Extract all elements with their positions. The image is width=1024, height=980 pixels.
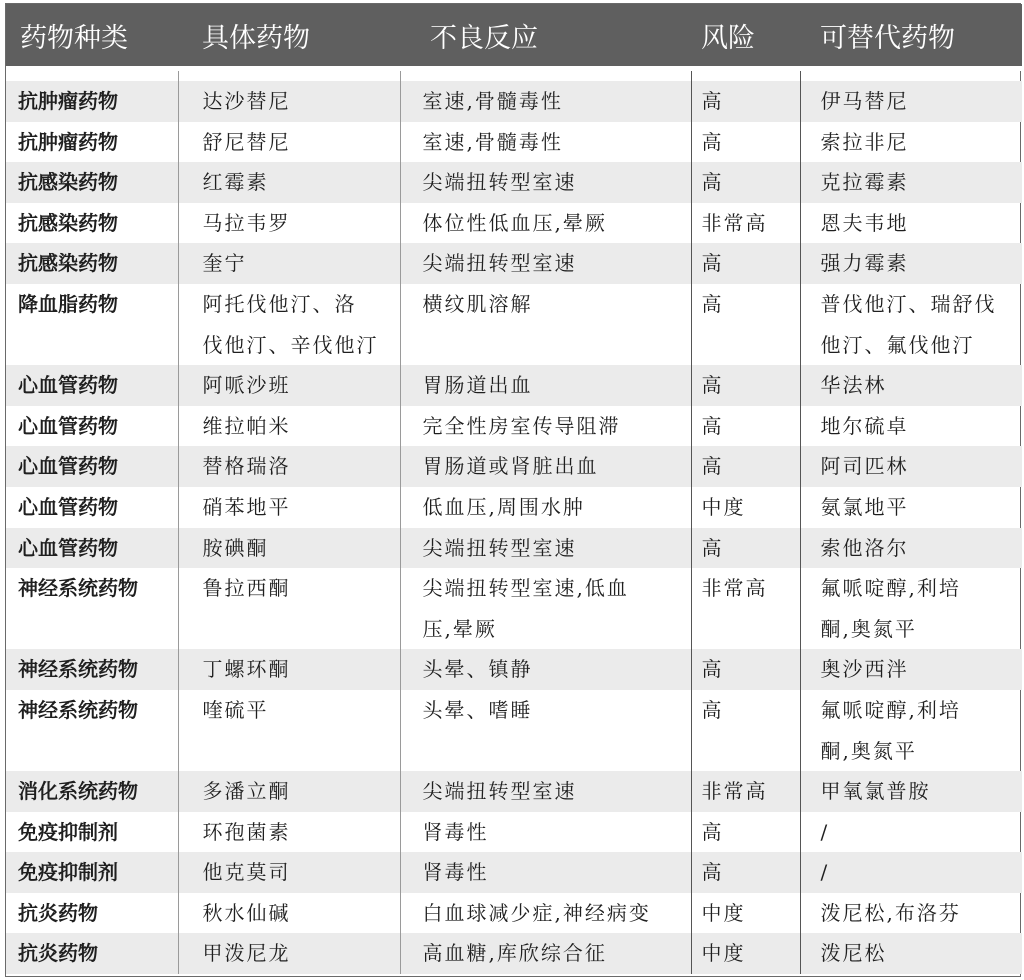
specific-drug-cell: 红霉素 [178, 162, 400, 203]
table-row [6, 609, 1022, 650]
header-risk: 风险 [691, 4, 800, 69]
specific-drug-cell: 甲泼尼龙 [178, 933, 400, 974]
table-row [6, 284, 1022, 325]
table-row [6, 365, 1022, 406]
table-row [6, 649, 1022, 690]
adverse-reaction-cell: 横纹肌溶解 [400, 284, 691, 325]
drug-category-cell [6, 325, 178, 366]
specific-drug-cell [178, 609, 400, 650]
alternative-drug-cell: 氟哌啶醇,利培 [800, 690, 1022, 731]
adverse-reaction-cell: 尖端扭转型室速,低血 [400, 568, 691, 609]
table-row [6, 893, 1022, 934]
specific-drug-cell: 阿托伐他汀、洛 [178, 284, 400, 325]
table-row [6, 812, 1022, 853]
alternative-drug-cell: 氟哌啶醇,利培 [800, 568, 1022, 609]
drug-category-cell: 抗肿瘤药物 [6, 81, 178, 122]
alternative-drug-cell: 泼尼松,布洛芬 [800, 893, 1022, 934]
table-row [6, 325, 1022, 366]
adverse-reaction-cell [400, 731, 691, 772]
risk-cell: 高 [691, 406, 800, 447]
specific-drug-cell: 维拉帕米 [178, 406, 400, 447]
adverse-reaction-cell: 室速,骨髓毒性 [400, 81, 691, 122]
table-row [6, 690, 1022, 731]
drug-category-cell: 抗感染药物 [6, 243, 178, 284]
adverse-reaction-cell: 压,晕厥 [400, 609, 691, 650]
specific-drug-cell: 达沙替尼 [178, 81, 400, 122]
alternative-drug-cell: 普伐他汀、瑞舒伐 [800, 284, 1022, 325]
specific-drug-cell: 多潘立酮 [178, 771, 400, 812]
table-row [6, 243, 1022, 284]
specific-drug-cell: 马拉韦罗 [178, 203, 400, 244]
risk-cell: 高 [691, 284, 800, 325]
alternative-drug-cell: 强力霉素 [800, 243, 1022, 284]
adverse-reaction-cell: 胃肠道出血 [400, 365, 691, 406]
table-row [6, 528, 1022, 569]
specific-drug-cell: 奎宁 [178, 243, 400, 284]
table-row [6, 122, 1022, 163]
adverse-reaction-cell: 体位性低血压,晕厥 [400, 203, 691, 244]
alternative-drug-cell: 索他洛尔 [800, 528, 1022, 569]
drug-category-cell: 降血脂药物 [18, 291, 118, 316]
drug-category-cell: 心血管药物 [6, 365, 178, 406]
adverse-reaction-cell: 肾毒性 [400, 812, 691, 853]
specific-drug-cell: 胺碘酮 [178, 528, 400, 569]
specific-drug-cell: 舒尼替尼 [178, 122, 400, 163]
drug-category-cell: 心血管药物 [18, 413, 118, 438]
table-row [6, 852, 1022, 893]
drug-category-cell: 神经系统药物 [6, 649, 178, 690]
adverse-reaction-cell: 尖端扭转型室速 [400, 771, 691, 812]
table-header [6, 4, 1022, 69]
adverse-reaction-cell: 肾毒性 [400, 852, 691, 893]
risk-cell: 高 [691, 446, 800, 487]
drug-category-cell: 心血管药物 [18, 494, 118, 519]
table-row [6, 203, 1022, 244]
drug-category-cell: 抗感染药物 [6, 162, 178, 203]
drug-category-cell: 抗炎药物 [6, 933, 178, 974]
adverse-reaction-cell: 头晕、嗜睡 [400, 690, 691, 731]
table-row [6, 731, 1022, 772]
alternative-drug-cell: 甲氧氯普胺 [800, 771, 1022, 812]
header-alternative-drug: 可替代药物 [800, 4, 1022, 69]
risk-cell: 非常高 [691, 771, 800, 812]
alternative-drug-cell: 酮,奥氮平 [800, 609, 1022, 650]
table-row [6, 771, 1022, 812]
drug-category-cell: 抗肿瘤药物 [18, 129, 118, 154]
risk-cell: 高 [691, 122, 800, 163]
risk-cell: 中度 [691, 487, 800, 528]
specific-drug-cell: 硝苯地平 [178, 487, 400, 528]
specific-drug-cell: 喹硫平 [178, 690, 400, 731]
risk-cell: 中度 [691, 893, 800, 934]
specific-drug-cell: 他克莫司 [178, 852, 400, 893]
alternative-drug-cell: 华法林 [800, 365, 1022, 406]
header-specific-drug: 具体药物 [178, 4, 400, 69]
alternative-drug-cell: 酮,奥氮平 [800, 731, 1022, 772]
header-adverse-reaction: 不良反应 [400, 4, 691, 69]
adverse-reaction-cell: 胃肠道或肾脏出血 [400, 446, 691, 487]
adverse-reaction-cell: 头晕、镇静 [400, 649, 691, 690]
specific-drug-cell: 秋水仙碱 [178, 893, 400, 934]
alternative-drug-cell: 索拉非尼 [800, 122, 1022, 163]
adverse-reaction-cell: 完全性房室传导阻滞 [400, 406, 691, 447]
table-row [6, 446, 1022, 487]
adverse-reaction-cell: 室速,骨髓毒性 [400, 122, 691, 163]
drug-interaction-table [5, 3, 1021, 977]
alternative-drug-cell: / [800, 852, 1022, 893]
adverse-reaction-cell [400, 325, 691, 366]
table-row [6, 487, 1022, 528]
adverse-reaction-cell: 高血糖,库欣综合征 [400, 933, 691, 974]
table-body [6, 69, 1022, 975]
table-row [6, 933, 1022, 974]
adverse-reaction-cell: 低血压,周围水肿 [400, 487, 691, 528]
risk-cell: 高 [691, 81, 800, 122]
alternative-drug-cell: / [800, 812, 1022, 853]
alternative-drug-cell: 泼尼松 [800, 933, 1022, 974]
risk-cell: 高 [691, 690, 800, 731]
adverse-reaction-cell: 尖端扭转型室速 [400, 243, 691, 284]
alternative-drug-cell: 伊马替尼 [800, 81, 1022, 122]
risk-cell: 高 [691, 812, 800, 853]
risk-cell: 高 [691, 365, 800, 406]
risk-cell: 高 [691, 649, 800, 690]
alternative-drug-cell: 奥沙西泮 [800, 649, 1022, 690]
drug-category-cell: 抗感染药物 [18, 210, 118, 235]
alternative-drug-cell: 他汀、氟伐他汀 [800, 325, 1022, 366]
risk-cell: 高 [691, 243, 800, 284]
risk-cell [691, 609, 800, 650]
table-row [6, 568, 1022, 609]
specific-drug-cell: 伐他汀、辛伐他汀 [178, 325, 400, 366]
drug-category-cell [6, 609, 178, 650]
adverse-reaction-cell: 尖端扭转型室速 [400, 162, 691, 203]
spacer-row [6, 69, 1022, 82]
alternative-drug-cell: 氨氯地平 [800, 487, 1022, 528]
table-row [6, 162, 1022, 203]
risk-cell: 中度 [691, 933, 800, 974]
drug-category-cell: 心血管药物 [6, 446, 178, 487]
specific-drug-cell: 环孢菌素 [178, 812, 400, 853]
risk-cell [691, 731, 800, 772]
drug-category-cell: 心血管药物 [6, 528, 178, 569]
alternative-drug-cell: 阿司匹林 [800, 446, 1022, 487]
specific-drug-cell: 鲁拉西酮 [178, 568, 400, 609]
drug-category-cell: 消化系统药物 [6, 771, 178, 812]
risk-cell: 非常高 [691, 568, 800, 609]
alternative-drug-cell: 克拉霉素 [800, 162, 1022, 203]
drug-category-cell [6, 731, 178, 772]
alternative-drug-cell: 恩夫韦地 [800, 203, 1022, 244]
header-drug-category: 药物种类 [6, 4, 178, 69]
specific-drug-cell: 丁螺环酮 [178, 649, 400, 690]
specific-drug-cell [178, 731, 400, 772]
drug-category-cell: 抗炎药物 [18, 900, 98, 925]
risk-cell: 高 [691, 528, 800, 569]
table-row [6, 406, 1022, 447]
adverse-reaction-cell: 尖端扭转型室速 [400, 528, 691, 569]
drug-category-cell: 神经系统药物 [18, 697, 138, 722]
alternative-drug-cell: 地尔硫卓 [800, 406, 1022, 447]
table-row [6, 81, 1022, 122]
adverse-reaction-cell: 白血球减少症,神经病变 [400, 893, 691, 934]
risk-cell: 非常高 [691, 203, 800, 244]
table [6, 4, 1022, 974]
risk-cell: 高 [691, 852, 800, 893]
specific-drug-cell: 替格瑞洛 [178, 446, 400, 487]
specific-drug-cell: 阿哌沙班 [178, 365, 400, 406]
drug-category-cell: 神经系统药物 [18, 576, 138, 601]
risk-cell: 高 [691, 162, 800, 203]
drug-category-cell: 免疫抑制剂 [6, 852, 178, 893]
drug-category-cell: 免疫抑制剂 [18, 819, 118, 844]
risk-cell [691, 325, 800, 366]
